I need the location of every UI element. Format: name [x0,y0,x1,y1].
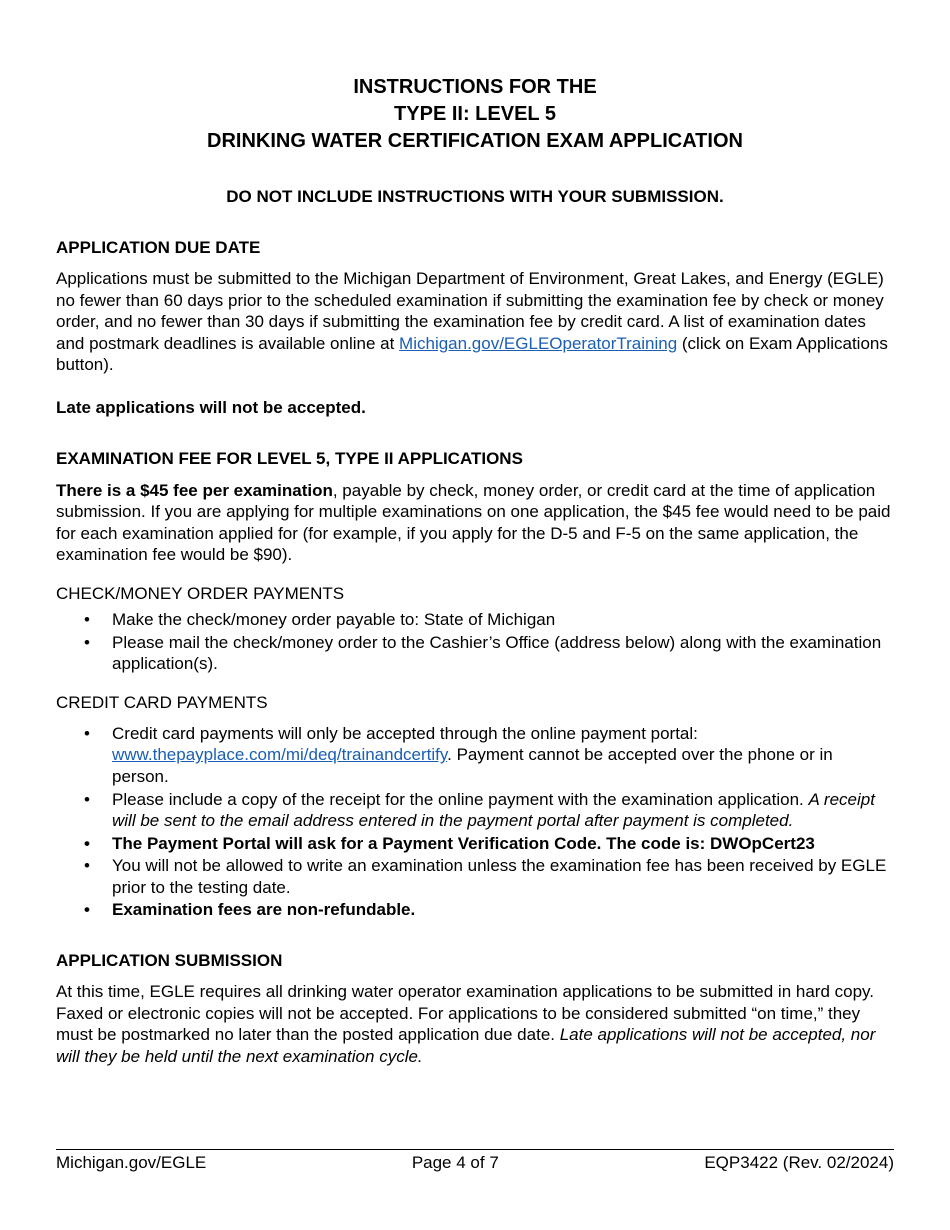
list-item: • The Payment Portal will ask for a Payment Verification Code. The code is: DWOpCert23 [84,833,815,853]
list-item: • Credit card payments will only be accepted through the online payment portal: www.thepayplace.com/mi/deq/trainandcertify. Payment cannot be accepted over the phone or in person. [84,723,833,786]
credit-card-heading: CREDIT CARD PAYMENTS [56,692,268,712]
title-line-1: INSTRUCTIONS FOR THE [353,76,597,98]
footer-website: Michigan.gov/EGLE [56,1153,207,1172]
operator-training-link[interactable]: Michigan.gov/EGLEOperatorTraining [399,333,678,353]
title-line-2: TYPE II: LEVEL 5 [394,103,556,125]
check-payments-list [56,609,894,675]
submission-heading: APPLICATION SUBMISSION [56,951,283,971]
check-payments-heading: CHECK/MONEY ORDER PAYMENTS [56,583,345,603]
late-applications-note: Late applications will not be accepted. [56,397,366,417]
title-line-3: DRINKING WATER CERTIFICATION EXAM APPLICATION [207,130,743,152]
submission-notice: DO NOT INCLUDE INSTRUCTIONS WITH YOUR SUBMISSION. [226,187,724,206]
list-item: • Examination fees are non-refundable. [84,900,416,920]
due-date-section [56,237,894,419]
document-title [56,74,894,155]
page-footer [56,1149,894,1173]
payment-portal-link[interactable]: www.thepayplace.com/mi/deq/trainandcertify [112,745,448,765]
submission-body: At this time, EGLE requires all drinking water operator examination applications to be submitted in hard copy. Faxed or electronic copies will not be accepted. For applications to be considered submitted “on time,” they must be postmarked no later than the posted application due date. Late applications will not be accepted, nor will they be held until the next examination cycle. [56,982,876,1066]
list-item: • Please mail the check/money order to the Cashier’s Office (address below) along with the examination application(s). [84,632,882,674]
list-item: • Make the check/money order payable to: State of Michigan [84,609,556,629]
list-item: • You will not be allowed to write an examination unless the examination fee has been received by EGLE prior to the testing date. [84,856,887,897]
footer-form-number: EQP3422 (Rev. 02/2024) [704,1153,894,1172]
submission-section [56,950,894,1067]
fee-body: There is a $45 fee per examination, payable by check, money order, or credit card at the time of application submission. If you are applying for multiple examinations on one application, the $45 fee would need to be paid for each examination applied for (for example, if you apply for the D-5 and F-5 on the same application, the examination fee would be $90). [56,480,891,565]
due-date-body: Applications must be submitted to the Michigan Department of Environment, Great Lakes, and Energy (EGLE) no fewer than 60 days prior to the scheduled examination if submitting the examination fee by check or money order, and no fewer than 30 days if submitting the examination fee by credit card. A list of examination dates and postmark deadlines is available online at Michigan.gov/EGLEOperatorTraining (click on Exam Applications button). [56,269,888,375]
list-item: • Please include a copy of the receipt for the online payment with the examination application. A receipt will be sent to the email address entered in the payment portal after payment is completed. [84,789,875,831]
fee-heading: EXAMINATION FEE FOR LEVEL 5, TYPE II APPLICATIONS [56,448,523,468]
due-date-heading: APPLICATION DUE DATE [56,238,261,257]
fee-section [56,448,894,922]
document-page [56,74,894,1067]
credit-card-list [56,723,894,921]
footer-page-number: Page 4 of 7 [411,1153,499,1172]
